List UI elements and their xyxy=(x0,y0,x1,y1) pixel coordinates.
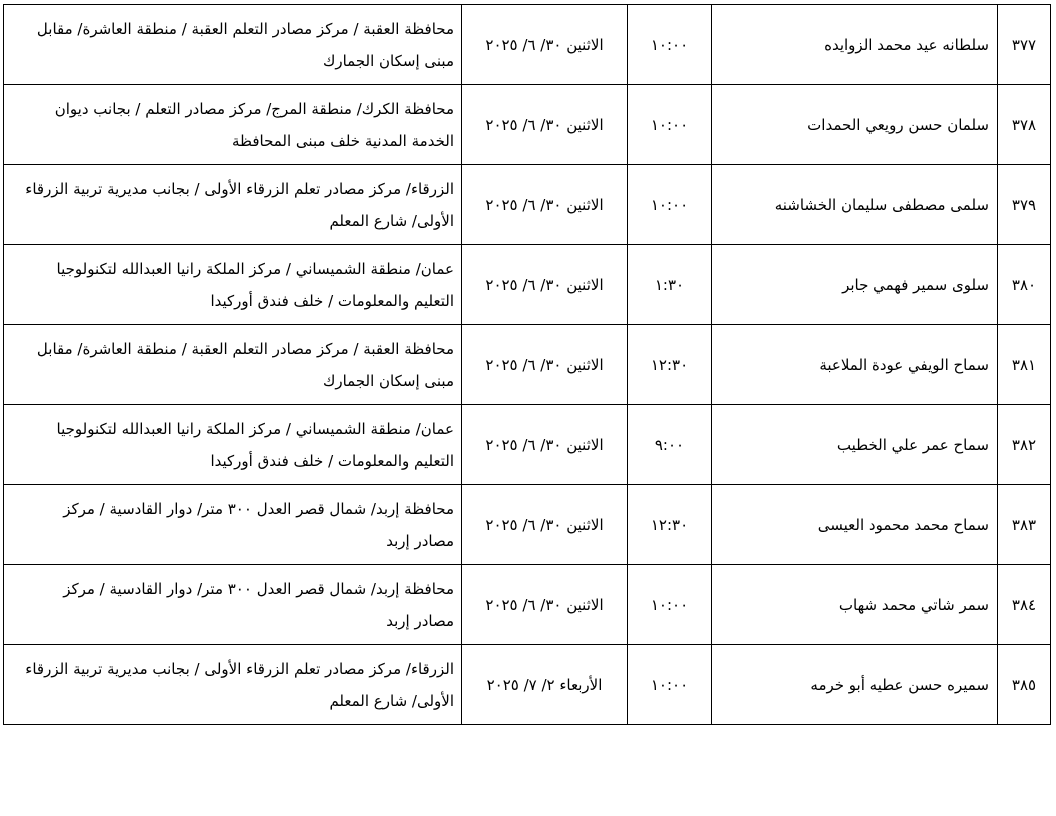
exam-date: الاثنين ٣٠/ ٦/ ٢٠٢٥ xyxy=(462,165,628,245)
location-line-2: مبنى إسكان الجمارك xyxy=(322,51,454,70)
exam-location xyxy=(4,485,462,565)
exam-time: ١٠:٠٠ xyxy=(628,165,712,245)
exam-location xyxy=(4,645,462,725)
table-row xyxy=(4,645,1051,725)
location-line-2: الأولى/ شارع المعلم xyxy=(329,211,454,230)
location-line-1: عمان/ منطقة الشميساني / مركز الملكة رانيا العبدالله لتكنولوجيا xyxy=(56,259,454,278)
location-line-1: محافظة الكرك/ منطقة المرج/ مركز مصادر التعلم / بجانب ديوان xyxy=(54,99,454,118)
exam-time: ١٢:٣٠ xyxy=(628,325,712,405)
table-row xyxy=(4,5,1051,85)
location-line-2: مصادر إربد xyxy=(386,531,454,550)
location-line-1: محافظة إربد/ شمال قصر العدل ٣٠٠ متر/ دوار القادسية / مركز xyxy=(63,579,454,598)
table-row xyxy=(4,485,1051,565)
table-row xyxy=(4,85,1051,165)
row-number: ٣٧٩ xyxy=(998,165,1051,245)
location-line-2: التعليم والمعلومات / خلف فندق أوركيدا xyxy=(210,451,454,470)
location-line-2: مصادر إربد xyxy=(386,611,454,630)
applicant-name: سماح عمر علي الخطيب xyxy=(712,405,998,485)
table-row xyxy=(4,325,1051,405)
exam-location xyxy=(4,325,462,405)
row-number: ٣٨٣ xyxy=(998,485,1051,565)
location-line-2: الأولى/ شارع المعلم xyxy=(329,691,454,710)
exam-location xyxy=(4,165,462,245)
applicant-name: سلمان حسن رويعي الحمدات xyxy=(712,85,998,165)
location-line-1: الزرقاء/ مركز مصادر تعلم الزرقاء الأولى / بجانب مديرية تربية الزرقاء xyxy=(25,659,454,678)
location-line-1: محافظة العقبة / مركز مصادر التعلم العقبة / منطقة العاشرة/ مقابل xyxy=(36,339,454,358)
exam-location xyxy=(4,405,462,485)
exam-date: الاثنين ٣٠/ ٦/ ٢٠٢٥ xyxy=(462,485,628,565)
location-line-2: التعليم والمعلومات / خلف فندق أوركيدا xyxy=(210,291,454,310)
exam-location xyxy=(4,245,462,325)
applicant-name: سلطانه عيد محمد الزوايده xyxy=(712,5,998,85)
exam-date: الاثنين ٣٠/ ٦/ ٢٠٢٥ xyxy=(462,325,628,405)
exam-time: ١٠:٠٠ xyxy=(628,565,712,645)
table-row xyxy=(4,245,1051,325)
exam-date: الاثنين ٣٠/ ٦/ ٢٠٢٥ xyxy=(462,405,628,485)
exam-time: ١:٣٠ xyxy=(628,245,712,325)
exam-date: الاثنين ٣٠/ ٦/ ٢٠٢٥ xyxy=(462,85,628,165)
location-line-1: محافظة العقبة / مركز مصادر التعلم العقبة / منطقة العاشرة/ مقابل xyxy=(36,19,454,38)
exam-location xyxy=(4,85,462,165)
schedule-table xyxy=(3,4,1051,725)
applicant-name: سمر شاتي محمد شهاب xyxy=(712,565,998,645)
row-number: ٣٧٨ xyxy=(998,85,1051,165)
row-number: ٣٨٤ xyxy=(998,565,1051,645)
table-row xyxy=(4,565,1051,645)
location-line-1: محافظة إربد/ شمال قصر العدل ٣٠٠ متر/ دوار القادسية / مركز xyxy=(63,499,454,518)
location-line-1: عمان/ منطقة الشميساني / مركز الملكة رانيا العبدالله لتكنولوجيا xyxy=(56,419,454,438)
exam-date: الاثنين ٣٠/ ٦/ ٢٠٢٥ xyxy=(462,565,628,645)
row-number: ٣٨٢ xyxy=(998,405,1051,485)
exam-location xyxy=(4,565,462,645)
exam-time: ١٠:٠٠ xyxy=(628,645,712,725)
applicant-name: سماح الويفي عودة الملاعبة xyxy=(712,325,998,405)
table-row xyxy=(4,165,1051,245)
applicant-name: سلمى مصطفى سليمان الخشاشنه xyxy=(712,165,998,245)
applicant-name: سميره حسن عطيه أبو خرمه xyxy=(712,645,998,725)
exam-date: الأربعاء ٢/ ٧/ ٢٠٢٥ xyxy=(462,645,628,725)
location-line-2: الخدمة المدنية خلف مبنى المحافظة xyxy=(231,131,454,150)
exam-date: الاثنين ٣٠/ ٦/ ٢٠٢٥ xyxy=(462,5,628,85)
exam-date: الاثنين ٣٠/ ٦/ ٢٠٢٥ xyxy=(462,245,628,325)
location-line-1: الزرقاء/ مركز مصادر تعلم الزرقاء الأولى / بجانب مديرية تربية الزرقاء xyxy=(25,179,454,198)
applicant-name: سلوى سمير فهمي جابر xyxy=(712,245,998,325)
document-page xyxy=(3,4,1051,725)
table-row xyxy=(4,405,1051,485)
location-line-2: مبنى إسكان الجمارك xyxy=(322,371,454,390)
exam-time: ١٠:٠٠ xyxy=(628,85,712,165)
schedule-table-body xyxy=(4,5,1051,725)
exam-location xyxy=(4,5,462,85)
row-number: ٣٧٧ xyxy=(998,5,1051,85)
applicant-name: سماح محمد محمود العيسى xyxy=(712,485,998,565)
exam-time: ٩:٠٠ xyxy=(628,405,712,485)
exam-time: ١٠:٠٠ xyxy=(628,5,712,85)
row-number: ٣٨٠ xyxy=(998,245,1051,325)
exam-time: ١٢:٣٠ xyxy=(628,485,712,565)
row-number: ٣٨٥ xyxy=(998,645,1051,725)
row-number: ٣٨١ xyxy=(998,325,1051,405)
